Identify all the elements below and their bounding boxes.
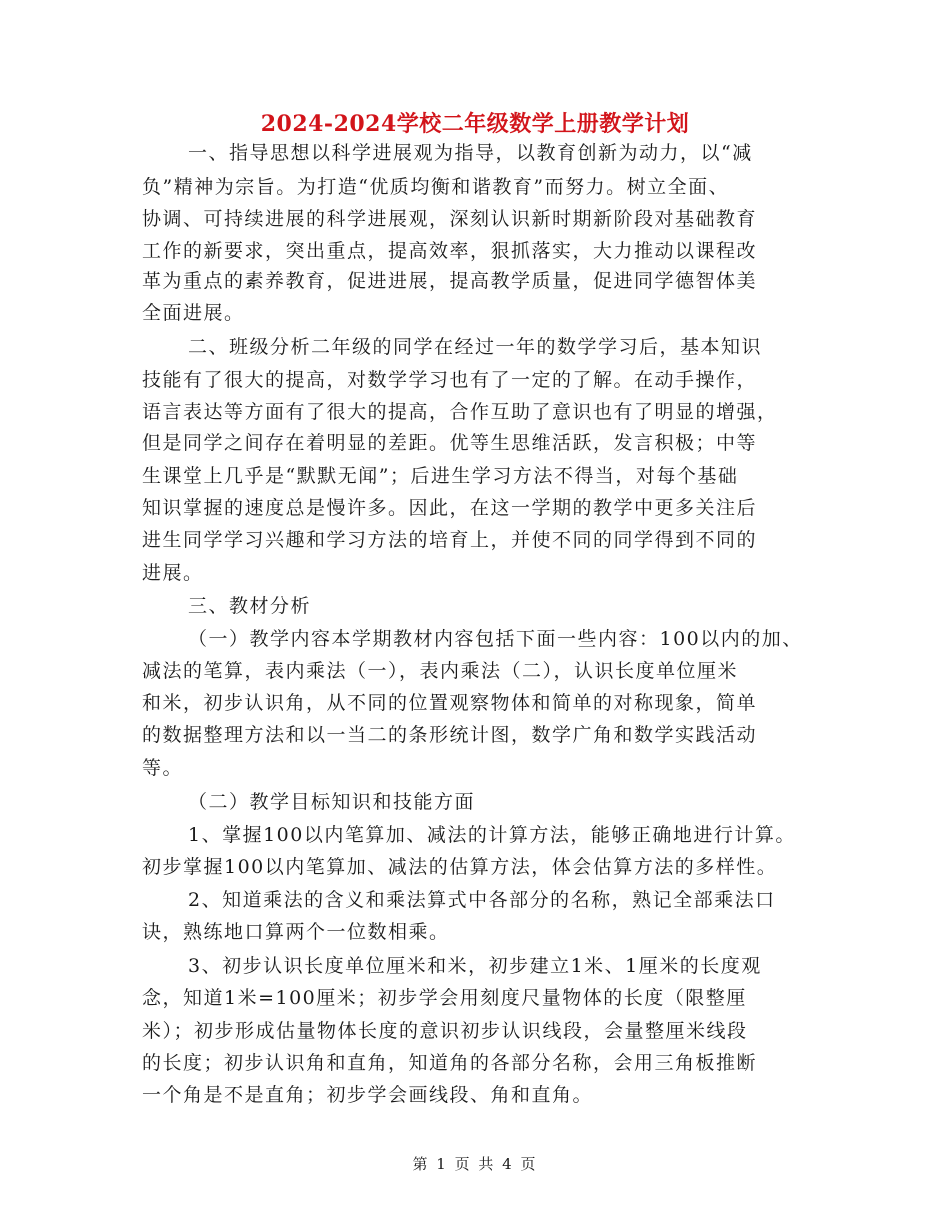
text-line: 和米，初步认识角，从不同的位置观察物体和简单的对称现象，简单 — [142, 692, 758, 714]
text-line: 念，知道1米=100厘米；初步学会用刻度尺量物体的长度（限整厘 — [142, 987, 747, 1009]
text-line: 技能有了很大的提高，对数学学习也有了一定的了解。在动手操作， — [142, 369, 758, 391]
text-line: 二、班级分析二年级的同学在经过一年的数学学习后，基本知识 — [188, 336, 763, 358]
text-line: 减法的笔算，表内乘法（一），表内乘法（二），认识长度单位厘米 — [142, 660, 739, 682]
text-line: 工作的新要求，突出重点，提高效率，狠抓落实，大力推动以课程改 — [142, 240, 758, 262]
section-heading: 三、教材分析 — [188, 595, 312, 617]
text-line: 生课堂上几乎是“默默无闻”；后进生学习方法不得当，对每个基础 — [142, 465, 739, 487]
text-line: 初步掌握100以内笔算加、减法的估算方法，体会估算方法的多样性。 — [142, 856, 778, 878]
text-line: 进展。 — [142, 562, 204, 584]
text-line: 负”精神为宗旨。为打造“优质均衡和谐教育”而努力。树立全面、 — [142, 176, 730, 198]
text-line: 革为重点的素养教育，促进进展，提高教学质量，促进同学德智体美 — [142, 270, 758, 292]
text-line: 的数据整理方法和以一当二的条形统计图，数学广角和数学实践活动 — [142, 724, 758, 746]
text-line: （一）教学内容本学期教材内容包括下面一些内容：100以内的加、 — [188, 628, 803, 650]
document-title: 2024-2024学校二年级数学上册教学计划 — [260, 111, 690, 137]
text-line: 诀，熟练地口算两个一位数相乘。 — [142, 921, 450, 943]
text-line: 米）；初步形成估量物体长度的意识初步认识线段，会量整厘米线段 — [142, 1020, 748, 1042]
text-line: 知识掌握的速度总是慢许多。因此，在这一学期的教学中更多关注后 — [142, 497, 758, 519]
text-line: 协调、可持续进展的科学进展观，深刻认识新时期新阶段对基础教育 — [142, 208, 758, 230]
text-line: 2、知道乘法的含义和乘法算式中各部分的名称，熟记全部乘法口 — [188, 889, 776, 911]
text-line: 的长度；初步认识角和直角，知道角的各部分名称，会用三角板推断 — [142, 1052, 758, 1074]
subsection-heading: （二）教学目标知识和技能方面 — [188, 791, 476, 813]
text-line: 等。 — [142, 757, 184, 779]
text-line: 3、初步认识长度单位厘米和米，初步建立1米、1厘米的长度观 — [188, 955, 762, 977]
text-line: 进生同学学习兴趣和学习方法的培育上，并使不同的同学得到不同的 — [142, 529, 758, 551]
page-footer: 第 1 页 共 4 页 — [412, 1155, 538, 1173]
text-line: 但是同学之间存在着明显的差距。优等生思维活跃，发言积极；中等 — [142, 432, 758, 454]
text-line: 一个角是不是直角；初步学会画线段、角和直角。 — [142, 1084, 594, 1106]
text-line: 一、指导思想以科学进展观为指导，以教育创新为动力，以“减 — [188, 142, 753, 164]
text-line: 语言表达等方面有了很大的提高，合作互助了意识也有了明显的增强， — [142, 401, 778, 423]
text-line: 全面进展。 — [142, 302, 245, 324]
text-line: 1、掌握100以内笔算加、减法的计算方法，能够正确地进行计算。 — [188, 824, 796, 846]
